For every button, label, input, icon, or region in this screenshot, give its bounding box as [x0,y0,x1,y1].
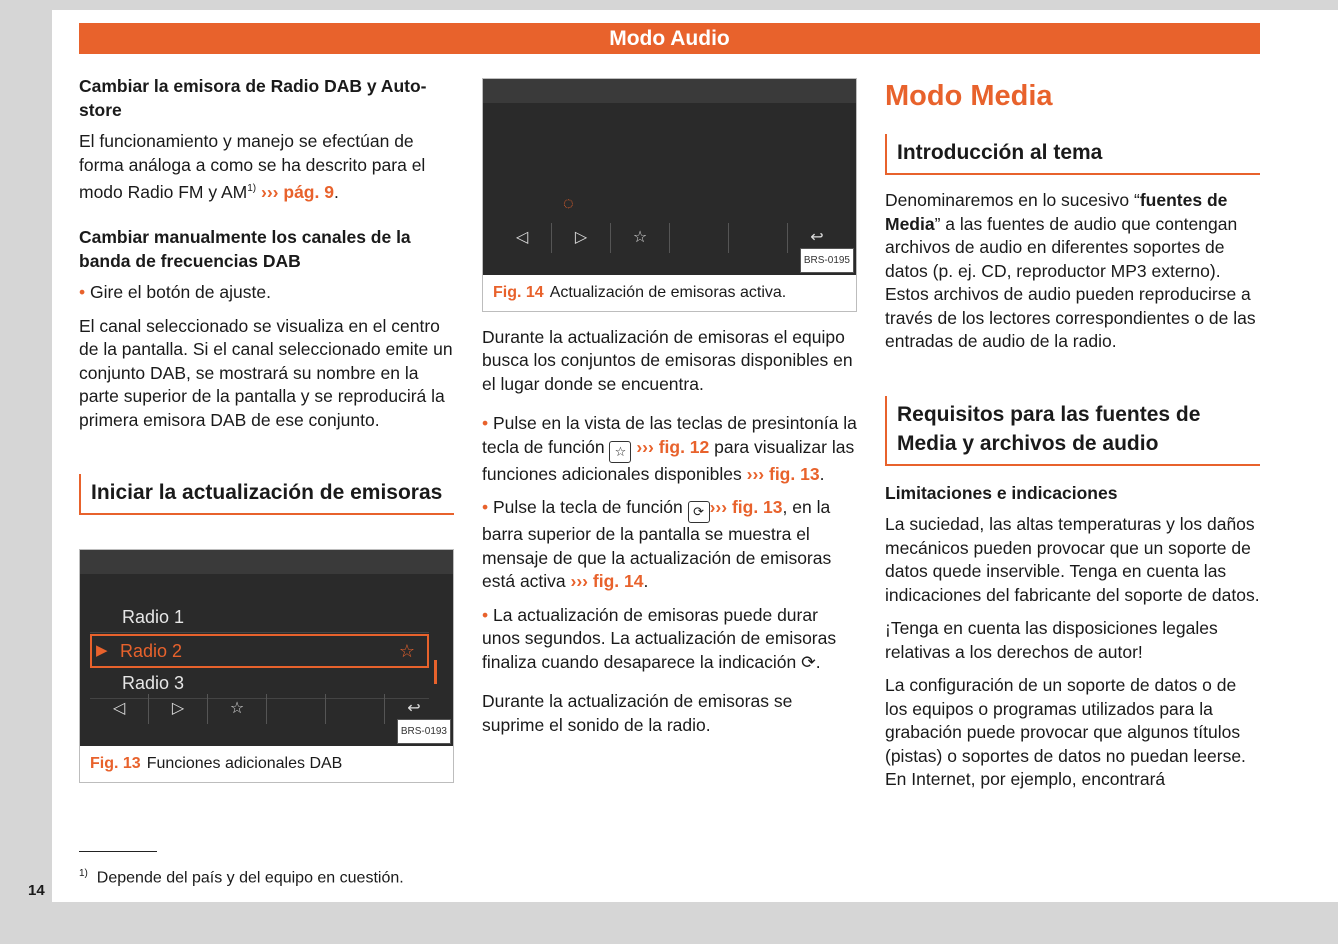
star-icon[interactable]: ☆ [208,694,267,724]
footnote-divider [79,851,157,852]
softkey-bar [90,694,443,724]
figure-reference-link[interactable]: ››› fig. 12 [636,436,710,457]
heading-manual-channels: Cambiar manualmente los canales de la banda de frecuencias DAB [79,227,411,271]
bullet-update-key: • Pulse la tecla de función ⟳ ››› fig. 13, en la barra superior de la pantalla se muestra el mensaje de que la actualización de emisoras está activa ››› fig. 14. [482,496,857,594]
bullet-update-duration: • La actualización de emisoras puede durar unos segundos. La actualización de emisoras finaliza cuando desaparece la indicación ⟳. [482,604,857,675]
figure-reference-link[interactable]: ››› fig. 14 [570,571,644,591]
chapter-title: Modo Media [885,80,1053,112]
figure-code: BRS-0195 [800,248,854,274]
paragraph-update-search: Durante la actualización de emisoras el equipo busca los conjuntos de emisoras disponibles en el lugar donde se encuentra. [482,326,853,394]
paragraph-copyright: ¡Tenga en cuenta las disposiciones legales relativas a los derechos de autor! [885,618,1218,662]
section-title-intro: Introducción al tema [885,134,1260,175]
bullet-turn-knob: • Gire el botón de ajuste. [79,281,454,305]
figure-13 [79,549,454,783]
figure-reference-link[interactable]: ››› fig. 13 [746,463,820,484]
section-title-update: Iniciar la actualización de emisoras [79,474,454,515]
next-icon[interactable]: ▷ [552,223,611,253]
heading-dab-station: Cambiar la emisora de Radio DAB y Auto-store [79,76,427,120]
refresh-key-icon: ⟳ [688,501,710,523]
figure-caption: Fig. 13 Funciones adicionales DAB [90,755,343,773]
radio-screen-14 [483,79,856,275]
softkey-bar [493,223,846,253]
prev-icon[interactable]: ◁ [90,694,149,724]
bullet-function-key: • Pulse en la vista de las teclas de presintonía la tecla de función ☆ ››› fig. 12 para visualizar las funciones adicionales disponibles ››› fig. 13. [482,412,857,486]
paragraph-channel-display: El canal seleccionado se visualiza en el centro de la pantalla. Si el canal seleccionado emite un conjunto DAB, se mostrará su nombre en la parte superior de la pantalla y se reproducirá la primera emisora DAB de ese conjunto. [79,315,453,430]
paragraph-configuration: La configuración de un soporte de datos o de los equipos o programas utilizados para la grabación puede provocar que algunos títulos (pistas) o soportes de datos no puedan leerse. En Internet, por ejemplo, encontrará [885,675,1246,789]
play-icon: ▶ [96,642,108,660]
back-icon[interactable]: ↩ [407,700,421,718]
paragraph-mute: Durante la actualización de emisoras se suprime el sonido de la radio. [482,691,793,735]
list-item-selected[interactable]: ▶ Radio 2 ☆ [90,634,429,668]
back-icon[interactable]: ↩ [810,229,824,246]
list-item[interactable]: Radio 1 [90,602,429,633]
figure-code: BRS-0193 [397,719,451,745]
radio-screen-13 [80,550,453,746]
paragraph-operation: El funcionamiento y manejo se efectúan de forma análoga a como se ha descrito para el modo Radio FM y AM$^{1)}$ ››› pág. 9. [79,131,426,202]
page-number: 14 [28,882,45,899]
prev-icon[interactable]: ◁ [493,223,552,253]
page-reference-link[interactable]: ››› pág. 9 [261,181,334,202]
footnote: $^{1)}$ Depende del país y del equipo en cuestión. [79,868,404,887]
footnote-marker: 1) [247,183,257,194]
paragraph-intro: Denominaremos en lo sucesivo “fuentes de Media” a las fuentes de audio que contengan archivos de audio en diferentes soportes de datos (p. ej. CD, reproductor MP3 externo). Estos archivos de audio pueden reproducirse a través de los lectores correspondientes o de las entradas de audio de la radio. [885,190,1256,351]
list-item[interactable]: Radio 3 [90,668,429,699]
star-key-icon: ☆ [609,441,631,463]
figure-caption: Fig. 14 Actualización de emisoras activa. [493,284,787,301]
column-right [885,75,1260,802]
heading-limitations: Limitaciones e indicaciones [885,482,1118,503]
star-icon[interactable]: ☆ [611,223,670,253]
figure-reference-link[interactable]: ››› fig. 13 [709,497,783,517]
column-left [79,75,454,783]
refresh-indicator-icon: ⟳ [801,651,816,672]
scrollbar[interactable] [434,660,437,684]
next-icon[interactable]: ▷ [149,694,208,724]
loading-icon: ◌ [563,193,574,213]
figure-14 [482,78,857,312]
star-icon: ☆ [398,641,415,662]
column-middle [482,75,857,747]
paragraph-damage: La suciedad, las altas temperaturas y los daños mecánicos pueden provocar que un soporte de datos quede inservible. Tenga en cuenta las indicaciones del fabricante del soporte de datos. [885,514,1260,605]
header-title: Modo Audio [79,23,1260,54]
section-title-requirements: Requisitos para las fuentes de Media y archivos de audio [885,396,1260,466]
